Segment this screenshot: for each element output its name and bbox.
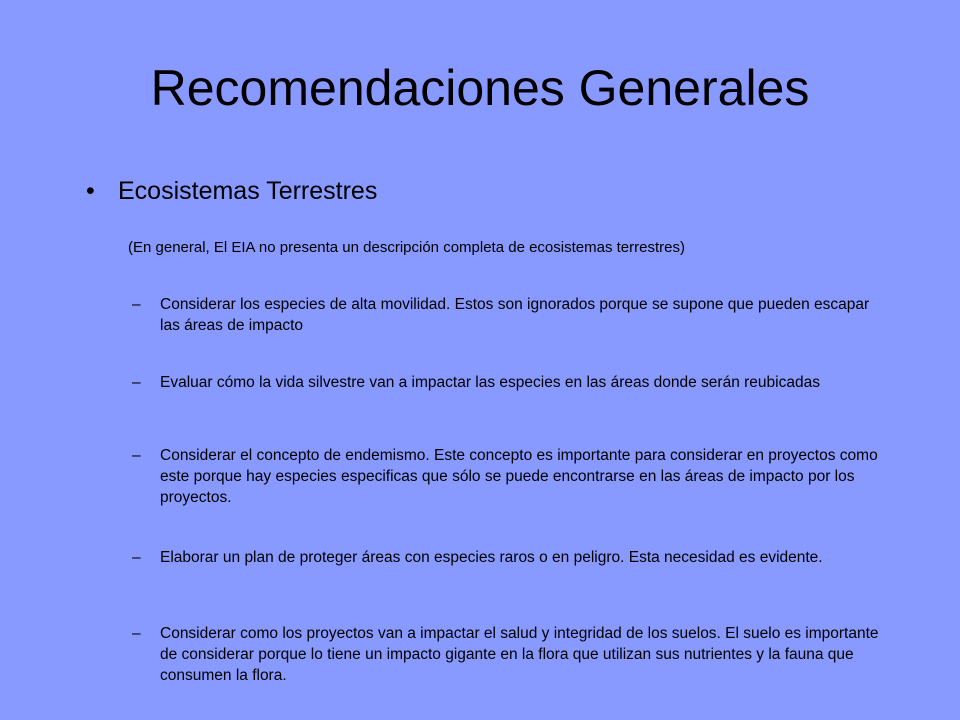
sub-item-endemismo	[132, 445, 892, 508]
slide-title: Recomendaciones Generales	[150, 60, 810, 116]
dash-marker: –	[132, 447, 141, 464]
intro-note: (En general, El EIA no presenta un descripción completa de ecosistemas terrestres)	[128, 239, 685, 256]
dash-marker: –	[132, 296, 141, 313]
dash-marker: –	[132, 549, 141, 566]
sub-item-vida-silvestre	[132, 372, 892, 393]
sub-item-text: Considerar los especies de alta movilidad. Estos son ignorados porque se supone que pueden escapar las áreas de impacto	[160, 296, 870, 334]
bullet-marker: •	[86, 177, 95, 205]
dash-marker: –	[132, 625, 141, 642]
sub-item-text: Evaluar cómo la vida silvestre van a impactar las especies en las áreas donde serán reubicadas	[160, 374, 820, 391]
sub-item-suelos	[132, 623, 892, 686]
sub-item-text: Considerar el concepto de endemismo. Este concepto es importante para considerar en proyectos como este porque hay especies especificas que sólo se puede encontrarse en las áreas de impacto por los proyectos.	[160, 447, 878, 506]
bullet-ecosistemas-terrestres	[86, 174, 377, 208]
sub-item-alta-movilidad	[132, 294, 892, 336]
sub-item-text: Considerar como los proyectos van a impactar el salud y integridad de los suelos. El suelo es importante de considerar porque lo tiene un impacto gigante en la flora que utilizan sus nutrientes y la fauna que consumen la flora.	[160, 625, 879, 684]
sub-item-text: Elaborar un plan de proteger áreas con especies raros o en peligro. Esta necesidad es evidente.	[160, 549, 823, 566]
sub-item-plan-proteger	[132, 547, 892, 568]
dash-marker: –	[132, 374, 141, 391]
bullet-heading: Ecosistemas Terrestres	[118, 177, 378, 205]
